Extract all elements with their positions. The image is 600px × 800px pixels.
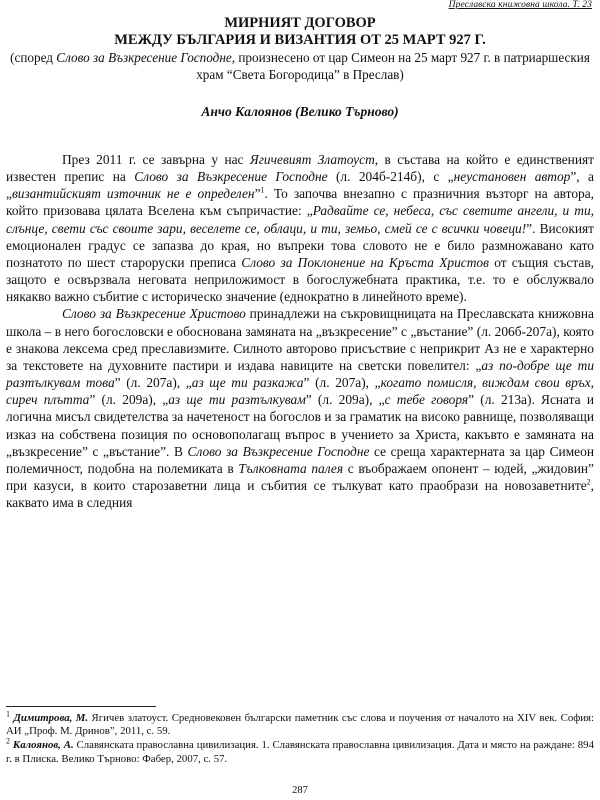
footnote-reference[interactable]: 1 <box>260 185 265 195</box>
italic-text-run: Радвайте се, небеса, със светите ангели, и ти, слънце, свети със своите зари, веселете се, облаци, и ти, земьо, смей се с всички човеци! <box>6 203 594 236</box>
italic-text-run: Слово за Поклонение на Кръста Христов <box>241 254 489 270</box>
italic-text-run: византийският източник не е определен <box>11 186 255 202</box>
text-run: . То започва внезапно с празничния възторг на автора, който призовава цялата Вселена към съпричастие: „ <box>6 186 594 219</box>
footnote-number: 2 <box>6 736 10 746</box>
italic-text-run: Слово за Възкресение Христово <box>62 306 246 322</box>
author-line: Анчо Калоянов (Велико Търново) <box>201 104 399 119</box>
italic-text-run: Ягичевият Златоуст <box>249 152 375 167</box>
italic-text-run: Слово за Възкресение Господне <box>187 443 370 459</box>
text-run: ” <box>254 186 261 202</box>
subtitle-work-title: Слово за Възкресение Господне <box>56 50 232 65</box>
footnote-text: Славянската православна цивилизация. 1. Славянската православна цивилизация. Дата и място на раждане: 894 г. в Плиска. Велико Търново: Фабер, 2007, с. 57. <box>6 739 594 765</box>
body-text <box>6 151 594 511</box>
subtitle-part-a: (според <box>10 50 57 65</box>
text-run: ” (л. 207а), „ <box>114 375 192 391</box>
text-run: се среща характерната за цар Симеон полемичност, подобна на полемиката в <box>6 443 594 476</box>
italic-text-run: когато помисля, виждам свои връх, сиреч плътта <box>6 375 595 408</box>
footnote-author: Димитрова, М. <box>13 712 89 724</box>
footnote-number: 1 <box>6 709 10 719</box>
text-run: ” (л. 209а), „ <box>305 392 385 408</box>
text-run: ” (л. 207а), „ <box>303 375 381 391</box>
title-line-2: МЕЖДУ БЪЛГАРИЯ И ВИЗАНТИЯ ОТ 25 МАРТ 927 Г. <box>114 32 486 48</box>
text-run: с въображаем опонент – юдей, „жидовин” при казуси, в които старозаветни лица и събития се тълкуват като праобрази на новозаветните <box>6 460 594 493</box>
running-head: Преславска книжовна школа. Т. 23 <box>448 0 592 10</box>
footnote-author: Калоянов, А. <box>12 739 74 752</box>
text-run: (л. 204б-214б), с „ <box>327 169 454 185</box>
text-run: принадлежи на съкровищницата на Преславската книжовна школа – в него богословски е обоснована замяната на „възкресение” с „въстание” (л. 206б-207а), която е знакова лексема сред преславизмите. Силното авторово присъствие с неприкрит Аз не е характерно за текстовете на духовните пастири и издава навиците на светски повелител: „ <box>6 306 594 373</box>
footnotes <box>6 709 594 767</box>
subtitle-part-c: , произнесено от цар Симеон на 25 март 927 г. в патриаршеския храм “Света Богородица” в Преслав) <box>196 50 590 82</box>
title-line-1: МИРНИЯТ ДОГОВОР <box>224 15 376 31</box>
italic-text-run: Тълковната палея <box>238 460 344 476</box>
text-run: ”, а „ <box>6 169 594 202</box>
page-number: 287 <box>292 785 308 796</box>
paragraph-2 <box>6 305 594 511</box>
italic-text-run: Слово за Възкресение Господне <box>134 169 328 185</box>
footnote-1 <box>6 709 594 738</box>
text-run: , в състава на който е единственият известен препис на <box>6 152 595 185</box>
italic-text-run: аз ще ти разтълкувам <box>168 392 306 408</box>
footnote-reference[interactable]: 2 <box>586 477 591 487</box>
footnote-text: Ягичев златоуст. Средновековен български паметник със слова и поучения от началото на XIV век. София: АИ „Проф. М. Дринов”, 2011, с. 59. <box>6 712 594 738</box>
paragraph-1 <box>6 151 594 305</box>
text-run: , каквато има в следния <box>6 477 594 511</box>
footnote-divider <box>6 706 156 707</box>
text-run: ” (л. 209а), „ <box>89 392 169 408</box>
italic-text-run: неустановен автор <box>453 169 571 185</box>
italic-text-run: аз по-добре ще ти разтълкувам това <box>6 357 595 391</box>
text-run: ” (л. 213а). Ясната и логична мисъл свидетелства за начетеност на богослов и за граматик на високо равнище, позволяващи изказ на собствена позиция по основополагащ въпрос в учението за Христа, какъвто е замяната на „възкресение” с „въстание”. В <box>6 392 594 459</box>
subtitle <box>0 50 600 83</box>
italic-text-run: аз ще ти разкажа <box>191 375 304 391</box>
text-run: от същия състав, защото е освързвала неговата неприложимост в богослужебната практика, т.е. то е обслужвало някакво важно събитие с историческо значение (еднократно в линейното време). <box>6 254 595 305</box>
text-run: През 2011 г. се завърна у нас <box>62 152 250 167</box>
italic-text-run: с тебе говоря <box>384 392 469 408</box>
text-run: ”. Високият емоционален градус се запазва до края, но въпреки това словото не е било размножавано като познатото по шест староруски преписа <box>6 220 594 270</box>
footnote-2 <box>6 736 594 765</box>
